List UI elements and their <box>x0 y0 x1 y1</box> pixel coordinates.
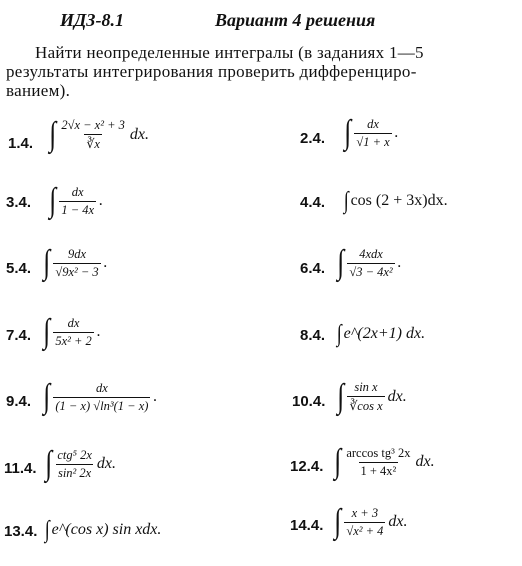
fraction: $\frac{dx}{1 - 4x}$ <box>61 184 95 217</box>
fraction: $\frac{\text{ctg⁵ 2x}}{\text{sin² 2x}}$ <box>57 447 92 480</box>
task-label: 8.4. <box>300 327 326 344</box>
task-label: 11.4. <box>4 460 37 477</box>
fraction: $\frac{9dx}{\text{√9x² − 3}}$ <box>55 246 99 279</box>
fraction: $\frac{x + 3}{\text{√x² + 4}}$ <box>346 505 384 538</box>
task-label: 1.4. <box>8 135 34 152</box>
integral-sign-icon: ∫ <box>43 244 51 281</box>
doc-id: ИДЗ-8.1 <box>60 10 124 30</box>
task-expression: ∫ $\frac{dx}{\text{5x² + 2}}$ . <box>43 313 101 350</box>
integral-sign-icon: ∫ <box>334 503 342 540</box>
integral-sign-icon: ∫ <box>43 378 51 415</box>
integral-sign-icon: ∫ <box>343 188 349 214</box>
task-label: 4.4. <box>300 194 326 211</box>
task-expression: ∫ e^(2x+1) dx. <box>336 321 426 347</box>
fraction: $\frac{dx}{\text{(1 − x) √ln³(1 − x)}}$ <box>55 380 149 413</box>
variant-title: Вариант 4 решения <box>215 10 376 30</box>
fraction: $\frac{\text{4xdx}}{\text{√3 − 4x²}}$ <box>349 246 393 279</box>
task-label: 3.4. <box>6 194 32 211</box>
task-expression: ∫ $\frac{\text{sin x}}{\text{∛cos x}}$ dx. <box>337 378 407 415</box>
task-label: 5.4. <box>6 260 32 277</box>
intro-line-2: результаты интегрирования проверить дифференциро- <box>6 62 417 81</box>
integral-sign-icon: ∫ <box>337 378 345 415</box>
task-expression: ∫ $\frac{dx}{\text{(1 − x) √ln³(1 − x)}}$ . <box>43 378 158 415</box>
fraction: $\frac{dx}{√1 + x}$ <box>356 116 390 149</box>
task-label: 6.4. <box>300 260 326 277</box>
fraction: $\frac{dx}{\text{5x² + 2}}$ <box>55 315 92 348</box>
intro-line-1: Найти неопределенные интегралы (в заданиях 1—5 <box>35 43 424 62</box>
task-expression: ∫ $\frac{9dx}{\text{√9x² − 3}}$ . <box>43 244 108 281</box>
integral-sign-icon: ∫ <box>334 443 342 480</box>
task-expression: ∫ $\frac{\text{ctg⁵ 2x}}{\text{sin² 2x}}$ dx. <box>45 445 116 482</box>
task-expression: ∫ $\frac{\text{arccos tg³ 2x}}{\text{1 + 4x²}}$ dx. <box>334 443 435 480</box>
integral-sign-icon: ∫ <box>44 517 50 543</box>
integral-sign-icon: ∫ <box>336 321 342 347</box>
integral-sign-icon: ∫ <box>344 114 352 151</box>
integral-sign-icon: ∫ <box>45 445 53 482</box>
integral-sign-icon: ∫ <box>337 244 345 281</box>
task-expression: ∫ e^(cos x) sin xdx. <box>44 517 162 543</box>
integral-sign-icon: ∫ <box>49 182 57 219</box>
task-expression: ∫ $\frac{\text{4xdx}}{\text{√3 − 4x²}}$ . <box>337 244 402 281</box>
task-label: 2.4. <box>300 130 326 147</box>
integral-sign-icon: ∫ <box>49 116 57 153</box>
task-label: 13.4. <box>4 523 38 540</box>
integral-sign-icon: ∫ <box>43 313 51 350</box>
task-expression: ∫ $\frac{x + 3}{\text{√x² + 4}}$ dx. <box>334 503 408 540</box>
fraction: $\frac{\text{sin x}}{\text{∛cos x}}$ <box>349 380 383 413</box>
task-label: 9.4. <box>6 393 32 410</box>
task-expression: ∫ cos (2 + 3x)dx. <box>343 188 448 214</box>
task-expression: ∫ $\frac{\text{2√x − x² + 3}}{∛x}$ dx. <box>49 116 150 153</box>
task-label: 12.4. <box>290 458 324 475</box>
intro-line-3: ванием). <box>6 81 71 100</box>
fraction: $\frac{\text{arccos tg³ 2x}}{\text{1 + 4x²}}$ <box>346 445 411 478</box>
fraction: $\frac{\text{2√x − x² + 3}}{∛x}$ <box>61 118 125 151</box>
task-label: 14.4. <box>290 517 324 534</box>
task-label: 10.4. <box>292 393 326 410</box>
task-expression: ∫ $\frac{dx}{√1 + x}$ . <box>344 114 399 151</box>
task-expression: ∫ $\frac{dx}{1 - 4x}$ . <box>49 182 104 219</box>
task-label: 7.4. <box>6 327 32 344</box>
